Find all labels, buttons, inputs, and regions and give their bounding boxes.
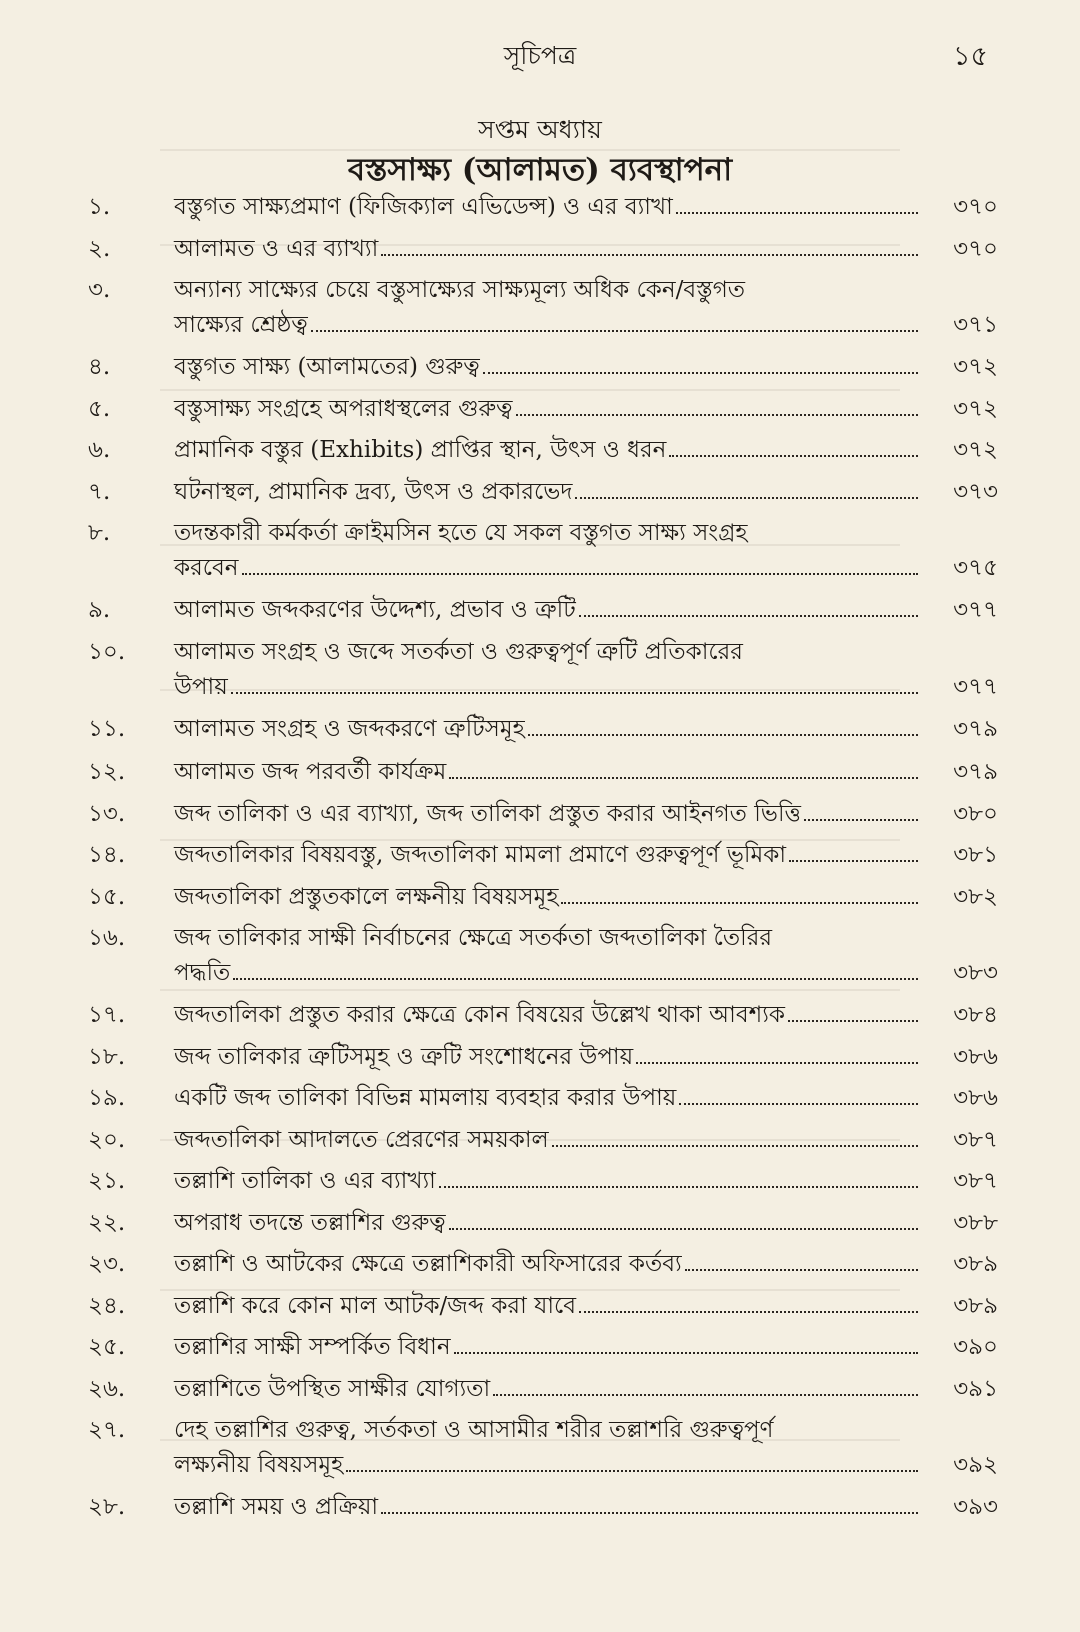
toc-entry-number: ২৬.: [88, 1375, 126, 1402]
toc-entry-number: ৫.: [88, 395, 111, 422]
toc-entry-page-number: ৩৮৬: [953, 1085, 998, 1111]
toc-entry-title-line: বস্তুগত সাক্ষ্য (আলামতের) গুরুত্ব: [174, 354, 480, 380]
toc-entry-page-number: ৩৭০: [953, 235, 998, 262]
dot-leader: [381, 232, 918, 256]
toc-entry-title: [174, 593, 918, 628]
dot-leader: [483, 350, 918, 374]
toc-entry[interactable]: [88, 1247, 998, 1282]
toc-entry[interactable]: [88, 273, 998, 343]
dot-leader: [669, 433, 918, 457]
toc-entry[interactable]: [88, 1040, 998, 1075]
toc-entry-page-number: ৩৮৭: [953, 1168, 998, 1194]
toc-entry-title: [174, 273, 918, 343]
toc-entry-number: ২.: [88, 235, 111, 262]
toc-entry[interactable]: [88, 392, 998, 427]
dot-leader: [552, 1123, 918, 1147]
dot-leader: [381, 1490, 918, 1514]
toc-entry[interactable]: [88, 797, 998, 832]
dot-leader: [439, 1164, 918, 1188]
toc-entry[interactable]: [88, 1372, 998, 1407]
toc-entry[interactable]: [88, 433, 998, 468]
toc-entry[interactable]: [88, 516, 998, 586]
toc-entry-title-line: তল্লাশি করে কোন মাল আটক/জব্দ করা যাবে: [174, 1292, 577, 1319]
toc-entry-page-number: ৩৯০: [953, 1334, 998, 1360]
toc-entry-number: ১৭.: [88, 1002, 126, 1028]
toc-entry-page-number: ৩৭৭: [953, 597, 998, 623]
toc-entry-title-line: তদন্তকারী কর্মকর্তা ক্রাইমসিন হতে যে সকল বস্তুগত সাক্ষ্য সংগ্রহ: [174, 520, 748, 546]
toc-entry-title: [174, 1413, 918, 1483]
toc-entry-title-line: জব্দ তালিকার ত্রুটিসমূহ ও ত্রুটি সংশোধনের উপায়: [174, 1043, 634, 1070]
toc-entry-title: [174, 712, 918, 747]
toc-entry-title-line: আলামত সংগ্রহ ও জব্দকরণে ত্রুটিসমূহ: [174, 715, 525, 742]
toc-entry[interactable]: [88, 1289, 998, 1324]
toc-entry-title: [174, 998, 918, 1033]
toc-entry-title: [174, 838, 918, 873]
toc-entry-page-number: ৩৭৩: [953, 478, 998, 505]
toc-entry-title-line: প্রামানিক বস্তুর (Exhibits) প্রাপ্তির স্থান, উৎস ও ধরন: [174, 437, 667, 463]
toc-entry[interactable]: [88, 475, 998, 510]
dot-leader: [804, 797, 918, 821]
toc-entry[interactable]: [88, 1123, 998, 1158]
toc-entry-title-line: একটি জব্দ তালিকা বিভিন্ন মামলায় ব্যবহার করার উপায়: [174, 1085, 677, 1111]
toc-entry-page-number: ৩৮৭: [953, 1126, 998, 1153]
toc-entry-title: [174, 232, 918, 267]
toc-entry-number: ১৬.: [88, 925, 126, 951]
toc-entry-number: ১১.: [88, 715, 126, 742]
toc-entry-page-number: ৩৭৫: [953, 555, 998, 581]
dot-leader: [561, 880, 918, 904]
toc-entry[interactable]: [88, 1330, 998, 1365]
toc-entry-title-line: জব্দ তালিকার সাক্ষী নির্বাচনের ক্ষেত্রে সতর্কতা জব্দতালিকা তৈরির: [174, 925, 773, 951]
dot-leader: [311, 308, 918, 332]
toc-entry-page-number: ৩৮৯: [953, 1292, 998, 1319]
chapter-heading: বস্তসাক্ষ্য (আলামত) ব্যবস্থাপনা: [347, 152, 733, 188]
toc-entry[interactable]: [88, 190, 998, 225]
dot-leader: [575, 475, 918, 499]
toc-entry-title: [174, 1164, 918, 1199]
toc-entry-page-number: ৩৮৮: [953, 1209, 998, 1236]
toc-entry-title: [174, 433, 918, 468]
toc-entry[interactable]: [88, 921, 998, 991]
toc-entry-title: [174, 475, 918, 510]
toc-entry-number: ২৮.: [88, 1494, 126, 1520]
toc-entry-title-line: আলামত জব্দকরণের উদ্দেশ্য, প্রভাব ও ত্রুটি: [174, 597, 576, 623]
toc-entry-number: ৭.: [88, 478, 111, 505]
toc-entry-title: [174, 797, 918, 832]
toc-entry-title-line: বস্তুসাক্ষ্য সংগ্রহে অপরাধস্থলের গুরুত্ব: [174, 395, 513, 422]
toc-entry-number: ৬.: [88, 437, 111, 463]
toc-entry-page-number: ৩৭৭: [953, 673, 998, 700]
toc-entry-page-number: ৩৯২: [953, 1452, 998, 1478]
toc-entry[interactable]: [88, 1413, 998, 1483]
toc-entry-number: ১৫.: [88, 883, 126, 910]
running-header-title: সূচিপত্র: [503, 41, 577, 70]
toc-entry-title: [174, 1289, 918, 1324]
toc-entry-number: ১৪.: [88, 842, 126, 868]
toc-entry[interactable]: [88, 593, 998, 628]
toc-entry-number: ৪.: [88, 354, 111, 380]
toc-entry-page-number: ৩৯৩: [953, 1494, 998, 1520]
dot-leader: [242, 551, 918, 575]
toc-entry-title: [174, 1330, 918, 1365]
toc-entry-title: [174, 1247, 918, 1282]
toc-entry-number: ২১.: [88, 1168, 126, 1194]
toc-entry-title: [174, 1081, 918, 1116]
dot-leader: [528, 712, 918, 736]
toc-entry-number: ২৭.: [88, 1417, 126, 1443]
toc-entry-page-number: ৩৭২: [953, 395, 998, 422]
toc-entry-title: [174, 755, 918, 790]
dot-leader: [685, 1247, 918, 1271]
toc-entry-title-continuation: লক্ষ্যনীয় বিষয়সমূহ: [174, 1452, 344, 1478]
toc-entry-title-line: তল্লাশি ও আটকের ক্ষেত্রে তল্লাশিকারী অফিসারের কর্তব্য: [174, 1251, 682, 1277]
toc-entry-number: ২০.: [88, 1126, 126, 1153]
toc-entry-title-line: অন্যান্য সাক্ষ্যের চেয়ে বস্তুসাক্ষ্যের সাক্ষ্যমূল্য অধিক কেন/বস্তুগত: [174, 277, 746, 303]
toc-entry-page-number: ৩৮২: [953, 883, 998, 910]
toc-entry[interactable]: [88, 712, 998, 747]
toc-entry-title-line: তল্লাশি তালিকা ও এর ব্যাখ্যা: [174, 1168, 436, 1194]
toc-entry-page-number: ৩৭১: [953, 312, 998, 338]
toc-entry-page-number: ৩৭৯: [953, 759, 998, 785]
toc-entry-title-continuation: উপায়: [174, 673, 228, 700]
toc-entry-title-line: তল্লাশি সময় ও প্রক্রিয়া: [174, 1494, 379, 1520]
toc-entry-number: ১২.: [88, 759, 126, 785]
toc-entry-title: [174, 921, 918, 991]
dot-leader: [449, 755, 918, 779]
toc-entry-number: ২২.: [88, 1209, 126, 1236]
toc-entry-title-line: অপরাধ তদন্তে তল্লাশির গুরুত্ব: [174, 1209, 446, 1236]
toc-entry-title: [174, 1123, 918, 1158]
toc-entry-title-continuation: পদ্ধতি: [174, 960, 231, 986]
dot-leader: [679, 1081, 918, 1105]
toc-entry-number: ৮.: [88, 520, 111, 546]
toc-entry-page-number: ৩৭৯: [953, 715, 998, 742]
toc-entry-title-line: জব্দ তালিকা ও এর ব্যাখ্যা, জব্দ তালিকা প্রস্তুত করার আইনগত ভিত্তি: [174, 800, 801, 827]
toc-entry-title-line: জব্দতালিকা প্রস্তুতকালে লক্ষনীয় বিষয়সমূহ: [174, 883, 559, 910]
dot-leader: [788, 998, 918, 1022]
dot-leader: [449, 1206, 918, 1230]
toc-entry-number: ৩.: [88, 277, 111, 303]
toc-entry-title-line: দেহ তল্লাশির গুরুত্ব, সর্তকতা ও আসামীর শরীর তল্লাশরি গুরুত্বপূর্ণ: [174, 1417, 774, 1443]
dot-leader: [579, 1289, 918, 1313]
toc-entry-title-line: আলামত জব্দ পরবর্তী কার্যক্রম: [174, 759, 447, 785]
toc-entry-title: [174, 1040, 918, 1075]
toc-entry-title-continuation: সাক্ষ্যের শ্রেষ্ঠত্ব: [174, 312, 308, 338]
toc-entry-number: ১.: [88, 194, 111, 220]
toc-entry-title: [174, 516, 918, 586]
toc-entry[interactable]: [88, 1164, 998, 1199]
toc-entry-title-line: আলামত সংগ্রহ ও জব্দে সতর্কতা ও গুরুত্বপূর্ণ ত্রুটি প্রতিকারের: [174, 638, 743, 665]
toc-entry-page-number: ৩৭০: [953, 194, 998, 220]
toc-entry-title-line: ঘটনাস্থল, প্রামানিক দ্রব্য, উৎস ও প্রকারভেদ: [174, 478, 573, 505]
toc-entry-number: ২৩.: [88, 1251, 126, 1277]
toc-entry-title: [174, 1372, 918, 1407]
toc-entry[interactable]: [88, 232, 998, 267]
toc-entry[interactable]: [88, 998, 998, 1033]
toc-entry[interactable]: [88, 1206, 998, 1241]
toc-entry[interactable]: [88, 350, 998, 385]
toc-entry-number: ২৪.: [88, 1292, 126, 1319]
toc-entry[interactable]: [88, 880, 998, 915]
toc-entry-page-number: ৩৭২: [953, 354, 998, 380]
dot-leader: [579, 593, 918, 617]
toc-entry-number: ৯.: [88, 597, 111, 623]
running-header-page-number: ১৫: [952, 41, 988, 72]
toc-entry-number: ১৮.: [88, 1043, 126, 1070]
toc-entry-title-line: তল্লাশিতে উপস্থিত সাক্ষীর যোগ্যতা: [174, 1375, 491, 1402]
dot-leader: [636, 1040, 918, 1064]
toc-entry[interactable]: [88, 1490, 998, 1525]
toc-entry-title-line: জব্দতালিকার বিষয়বস্তু, জব্দতালিকা মামলা প্রমাণে গুরুত্বপূর্ণ ভূমিকা: [174, 842, 786, 868]
chapter-label: সপ্তম অধ্যায়: [478, 115, 602, 144]
dot-leader: [789, 838, 918, 862]
toc-entry-title-line: তল্লাশির সাক্ষী সম্পর্কিত বিধান: [174, 1334, 451, 1360]
toc-entry-page-number: ৩৭২: [953, 437, 998, 463]
toc-entry-number: ১৯.: [88, 1085, 126, 1111]
toc-entry[interactable]: [88, 635, 998, 705]
toc-entry-title-line: বস্তুগত সাক্ষ্যপ্রমাণ (ফিজিক্যাল এভিডেন্স) ও এর ব্যাখা: [174, 194, 673, 220]
dot-leader: [676, 190, 918, 214]
toc-entry-title: [174, 392, 918, 427]
toc-entry-title: [174, 350, 918, 385]
dot-leader: [231, 670, 918, 694]
toc-entry-page-number: ৩৮৬: [953, 1043, 998, 1070]
dot-leader: [516, 392, 919, 416]
toc-entry-title-line: জব্দতালিকা প্রস্তুত করার ক্ষেত্রে কোন বিষয়ের উল্লেখ থাকা আবশ্যক: [174, 1002, 786, 1028]
toc-entry-page-number: ৩৮০: [953, 800, 998, 827]
toc-entry-title: [174, 1206, 918, 1241]
toc-entry-title-line: জব্দতালিকা আদালতে প্রেরণের সময়কাল: [174, 1126, 549, 1153]
toc-entry-title-line: আলামত ও এর ব্যাখ্যা: [174, 235, 379, 262]
toc-entry[interactable]: [88, 838, 998, 873]
toc-entry-title-continuation: করবেন: [174, 555, 239, 581]
toc-entry-page-number: ৩৮৪: [953, 1002, 998, 1028]
toc-entry[interactable]: [88, 755, 998, 790]
toc-entry-number: ২৫.: [88, 1334, 126, 1360]
toc-entry-title: [174, 1490, 918, 1525]
dot-leader: [233, 956, 918, 980]
toc-entry-title: [174, 635, 918, 705]
dot-leader: [346, 1448, 918, 1472]
toc-entry-title: [174, 190, 918, 225]
toc-entry[interactable]: [88, 1081, 998, 1116]
toc-entry-page-number: ৩৮৯: [953, 1251, 998, 1277]
toc-entry-title: [174, 880, 918, 915]
toc-entry-page-number: ৩৮১: [953, 842, 998, 868]
dot-leader: [493, 1372, 918, 1396]
dot-leader: [454, 1330, 918, 1354]
toc-entry-number: ১০.: [88, 638, 126, 665]
toc-entry-page-number: ৩৮৩: [953, 960, 998, 986]
toc-entry-number: ১৩.: [88, 800, 126, 827]
toc-entry-page-number: ৩৯১: [953, 1375, 998, 1402]
